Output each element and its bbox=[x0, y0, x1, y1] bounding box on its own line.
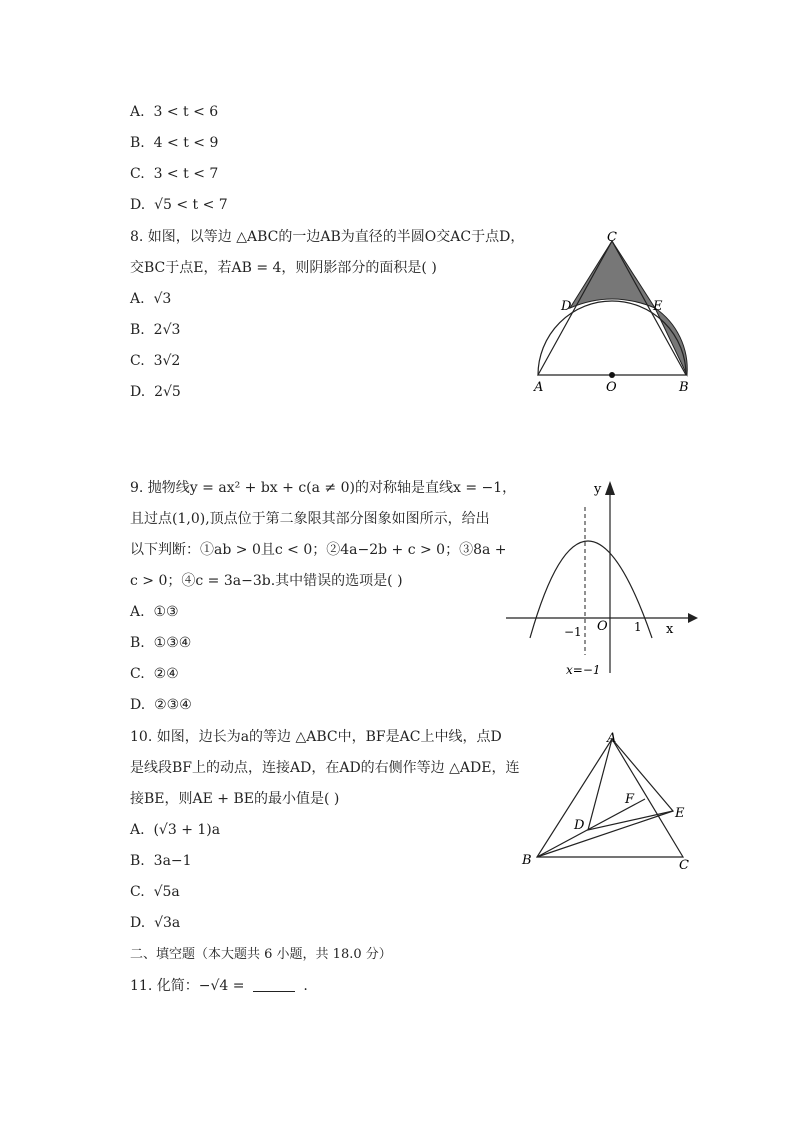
q9-option-d: D. ②③④ bbox=[130, 697, 192, 713]
q9-option-c: C. ②④ bbox=[130, 666, 179, 682]
q8-label-b: B bbox=[679, 380, 689, 395]
q10-label-b: B bbox=[522, 853, 532, 868]
q9-stem-line3: 以下判断：①ab > 0且c < 0；②4a−2b + c > 0；③8a + bbox=[130, 542, 507, 558]
q10-label-e: E bbox=[675, 806, 685, 821]
q10-median-bf bbox=[537, 799, 645, 857]
q7-option-a: A. 3 < t < 6 bbox=[130, 104, 219, 120]
q10-option-c: C. √5a bbox=[130, 884, 180, 900]
q10-label-c: C bbox=[679, 858, 689, 873]
q9-label-x: x bbox=[666, 622, 674, 637]
q11-answer-blank[interactable] bbox=[253, 977, 295, 992]
q10-label-d: D bbox=[574, 818, 585, 833]
q7-option-b: B. 4 < t < 9 bbox=[130, 135, 219, 151]
q11-suffix: . bbox=[303, 978, 308, 994]
q10-triangle-ade bbox=[588, 739, 673, 830]
q7-option-c: C. 3 < t < 7 bbox=[130, 166, 219, 182]
q9-label-o: O bbox=[597, 619, 608, 634]
q11-prefix: 11. 化简：−√4 = bbox=[130, 978, 245, 994]
q10-stem-line3: 接BE，则AE + BE的最小值是( ) bbox=[130, 791, 340, 807]
q10-option-a: A. (√3 + 1)a bbox=[130, 822, 221, 838]
q10-segment-be bbox=[537, 811, 673, 857]
q10-option-b: B. 3a−1 bbox=[130, 853, 192, 869]
q8-label-c: C bbox=[607, 230, 617, 245]
q9-label-axis: x=−1 bbox=[566, 663, 601, 677]
q8-option-a: A. √3 bbox=[130, 291, 172, 307]
q9-stem-line1: 9. 抛物线y = ax² + bx + c(a ≠ 0)的对称轴是直线x = −1， bbox=[130, 480, 517, 496]
q7-option-d: D. √5 < t < 7 bbox=[130, 197, 228, 213]
q8-option-c: C. 3√2 bbox=[130, 353, 181, 369]
section-title: 二、填空题（本大题共 6 小题，共 18.0 分） bbox=[130, 947, 392, 962]
q8-stem-line1: 8. 如图，以等边 △ABC的一边AB为直径的半圆O交AC于点D， bbox=[130, 229, 525, 245]
q10-stem-line1: 10. 如图，边长为a的等边 △ABC中，BF是AC上中线，点D bbox=[130, 729, 502, 745]
q10-stem-line2: 是线段BF上的动点，连接AD，在AD的右侧作等边 △ADE，连 bbox=[130, 760, 520, 776]
q9-figure bbox=[500, 475, 700, 680]
q9-stem-line4: c > 0；④c = 3a−3b.其中错误的选项是( ) bbox=[130, 573, 403, 589]
q8-label-e: E bbox=[653, 299, 663, 314]
q8-option-d: D. 2√5 bbox=[130, 384, 181, 400]
q8-label-d: D bbox=[561, 299, 572, 314]
q9-stem-line2: 且过点(1,0),顶点位于第二象限其部分图象如图所示，给出 bbox=[130, 511, 490, 527]
q8-center-dot bbox=[609, 372, 615, 378]
q9-label-1: 1 bbox=[634, 620, 642, 634]
q10-figure bbox=[515, 727, 700, 877]
q8-stem-line2: 交BC于点E，若AB = 4，则阴影部分的面积是( ) bbox=[130, 260, 437, 276]
q9-x-arrow bbox=[688, 613, 698, 623]
q10-label-f: F bbox=[625, 792, 635, 807]
q9-option-a: A. ①③ bbox=[130, 604, 179, 620]
q8-option-b: B. 2√3 bbox=[130, 322, 181, 338]
q8-figure bbox=[525, 228, 705, 398]
q11-stem bbox=[130, 976, 308, 996]
q8-shaded-top bbox=[570, 241, 655, 308]
q9-label-neg1: −1 bbox=[564, 625, 582, 639]
q9-label-y: y bbox=[594, 482, 602, 497]
q10-triangle-abc bbox=[537, 739, 683, 857]
q10-option-d: D. √3a bbox=[130, 915, 181, 931]
q8-label-a: A bbox=[534, 380, 544, 395]
q10-label-a: A bbox=[607, 731, 617, 746]
q8-label-o: O bbox=[606, 380, 617, 395]
q9-y-arrow bbox=[605, 481, 615, 495]
q9-option-b: B. ①③④ bbox=[130, 635, 192, 651]
